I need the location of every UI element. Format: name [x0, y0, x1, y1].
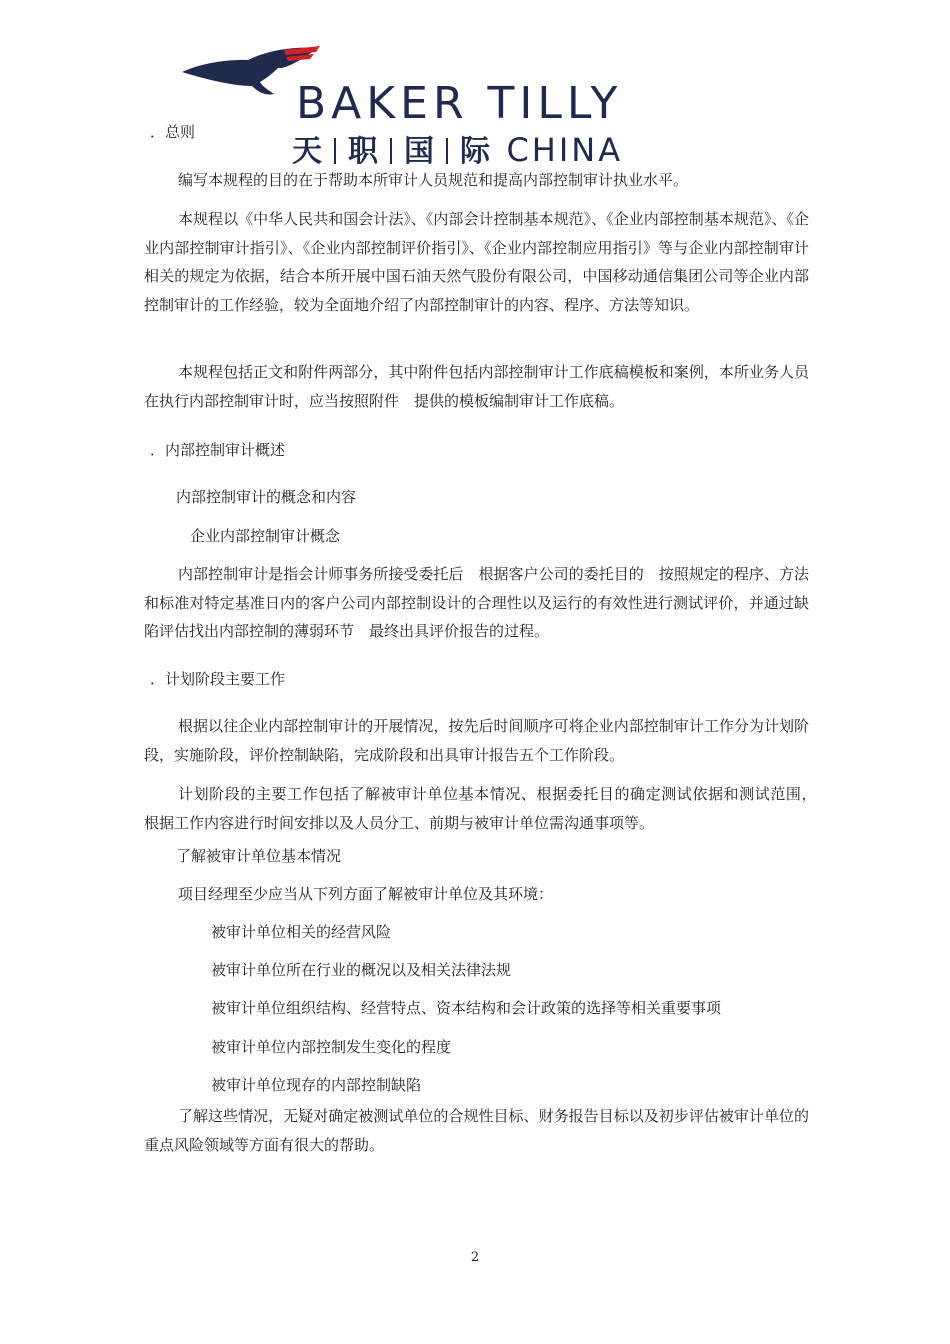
- logo-zh-char: 天: [292, 134, 322, 169]
- section-heading-planning: ．计划阶段主要工作: [150, 670, 286, 688]
- section-heading-general: ．总则: [150, 123, 196, 141]
- logo-name-zh: [292, 126, 623, 170]
- logo-name-en: BAKER TILLY: [296, 78, 623, 129]
- section-heading-overview: ．内部控制审计概述: [150, 441, 286, 459]
- logo-zh-char: 国: [404, 134, 434, 169]
- list-item: 被审计单位相关的经营风险: [211, 923, 392, 941]
- paragraph-basis: 本规程以《中华人民共和国会计法》、《内部会计控制基本规范》、《企业内部控制基本规范》、《企业内部控制审计指引》、《企业内部控制评价指引》、《企业内部控制应用指引》等与企业内部控制审计相关的规定为依据，结合本所开展中国石油天然气股份有限公司，中国移动通信集团公司等企业内部控制审计的工作经验，较为全面地介绍了内部控制审计的内容、程序、方法等知识。: [144, 210, 809, 314]
- logo-zh-char: 职: [348, 134, 378, 169]
- page-number: 2: [470, 1250, 480, 1265]
- paragraph-definition: 内部控制审计是指会计师事务所接受委托后 根据客户公司的委托目的 按照规定的程序、方法和标准对特定基准日内的客户公司内部控制设计的合理性以及运行的有效性进行测试评价，并通过缺陷评估找出内部控制的薄弱环节 最终出具评价报告的过程。: [144, 565, 809, 640]
- list-item: 被审计单位现存的内部控制缺陷: [211, 1076, 422, 1094]
- paragraph-purpose: 编写本规程的目的在于帮助本所审计人员规范和提高内部控制审计执业水平。: [178, 171, 689, 189]
- baker-tilly-logo: [178, 42, 698, 169]
- paragraph-planning-work: 计划阶段的主要工作包括了解被审计单位基本情况、根据委托目的确定测试依据和测试范围， 根据工作内容进行时间安排以及人员分工、前期与被审计单位需沟通事项等。: [144, 785, 825, 832]
- logo-zh-char: 际: [460, 134, 490, 169]
- paragraph-conclusion: 了解这些情况，无疑对确定被测试单位的合规性目标、财务报告目标以及初步评估被审计单位的重点风险领域等方面有很大的帮助。: [144, 1107, 809, 1154]
- list-item: 被审计单位组织结构、经营特点、资本结构和会计政策的选择等相关重要事项: [211, 999, 722, 1017]
- paragraph-structure: 本规程包括正文和附件两部分，其中附件包括内部控制审计工作底稿模板和案例，本所业务人员在执行内部控制审计时，应当按照附件 提供的模板编制审计工作底稿。: [144, 363, 809, 410]
- paragraph-aspects-intro: 项目经理至少应当从下列方面了解被审计单位及其环境：: [178, 885, 554, 903]
- subheading-understand-entity: 了解被审计单位基本情况: [176, 847, 342, 865]
- list-item: 被审计单位所在行业的概况以及相关法律法规: [211, 961, 512, 979]
- paragraph-stages: 根据以往企业内部控制审计的开展情况，按先后时间顺序可将企业内部控制审计工作分为计划阶段，实施阶段，评价控制缺陷，完成阶段和出具审计报告五个工作阶段。: [144, 717, 809, 764]
- subheading-concept: 企业内部控制审计概念: [190, 527, 341, 545]
- logo-name-cn: CHINA: [506, 131, 624, 169]
- list-item: 被审计单位内部控制发生变化的程度: [211, 1038, 452, 1056]
- subheading-concept-content: 内部控制审计的概念和内容: [176, 488, 357, 506]
